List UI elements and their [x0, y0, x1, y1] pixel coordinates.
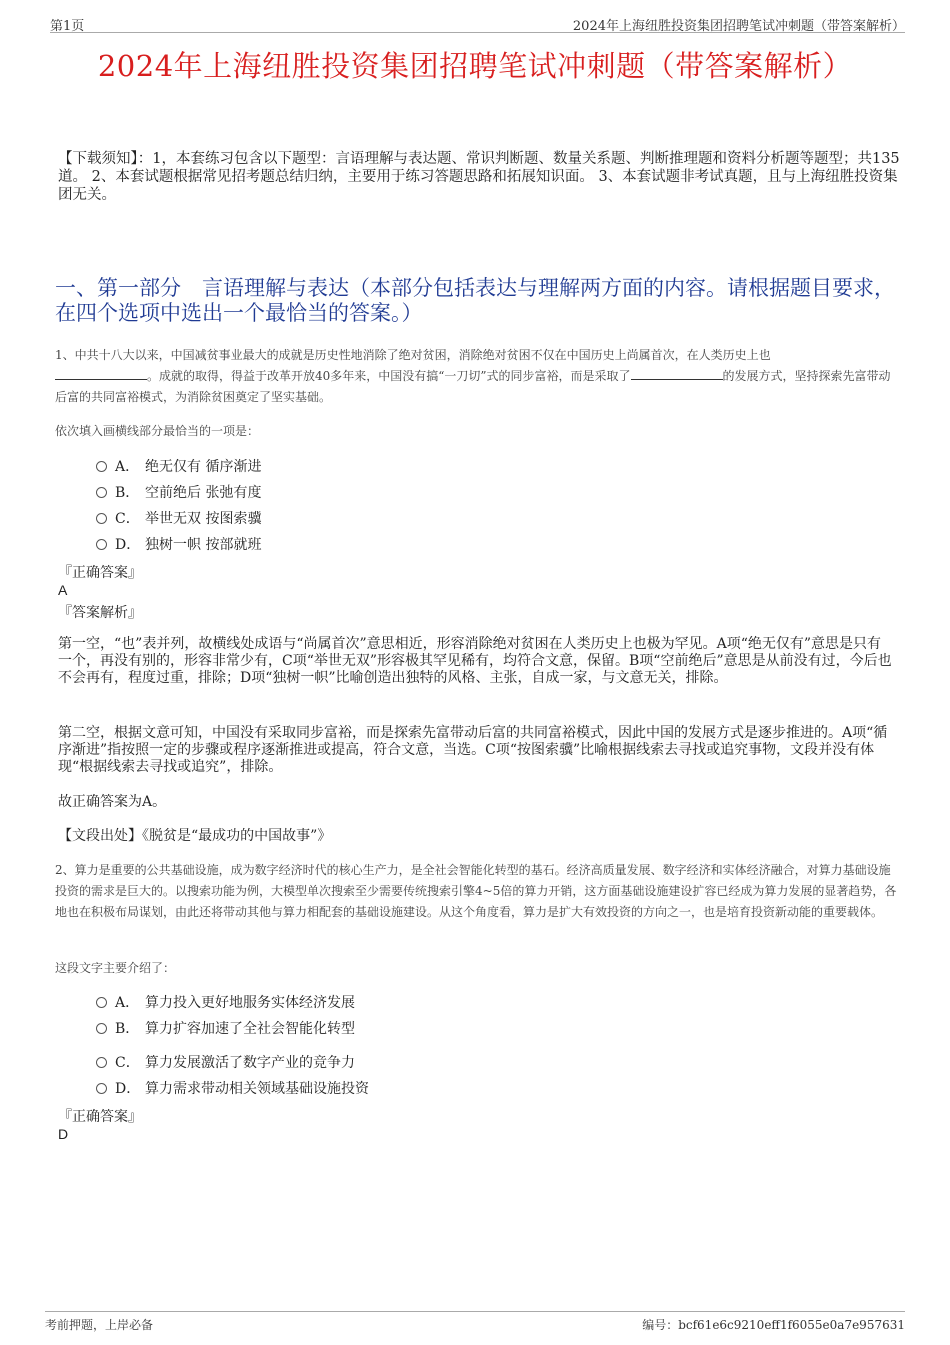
radio-icon[interactable] — [96, 539, 107, 550]
q2-option-c[interactable] — [96, 1052, 355, 1072]
question-2-text: 2、算力是重要的公共基础设施，成为数字经济时代的核心生产力，是全社会智能化转型的基石。经济高质量发展、数字经济和实体经济融合，对算力基础设施投资的需求是巨大的。以搜索功能为例，大模型单次搜索至少需要传统搜索引擎4~5倍的算力开销，这方面基础设施建设扩容已经成为算力发展的显著趋势，各地也在积极布局谋划，由此还将带动其他与算力相配套的基础设施建设。从这个角度看，算力是扩大有效投资的方向之一，也是培育投资新动能的重要载体。 — [55, 863, 897, 919]
q1-answer-label: 『正确答案』 — [58, 565, 142, 581]
option-text: 空前绝后 张弛有度 — [145, 485, 262, 501]
option-text: 算力发展激活了数字产业的竞争力 — [145, 1055, 355, 1071]
page-header — [50, 12, 905, 33]
option-letter: B． — [115, 1021, 140, 1037]
option-text: 独树一帜 按部就班 — [145, 537, 262, 553]
download-notice: 【下载须知】：1，本套练习包含以下题型：言语理解与表达题、常识判断题、数量关系题、判断推理题和资料分析题等题型；共135道。 2、本套试题根据常见招考题总结归纳，主要用于练习答题思路和拓展知识面。 3、本套试题非考试真题，且与上海纽胜投资集团无关。 — [58, 151, 900, 203]
page-number: 第1页 — [50, 19, 85, 34]
option-letter: D． — [115, 1081, 141, 1097]
footer-serial: 编号：bcf61e6c9210eff1f6055e0a7e957631 — [642, 1318, 905, 1332]
q2-option-a[interactable] — [96, 992, 355, 1012]
radio-icon[interactable] — [96, 997, 107, 1008]
radio-icon[interactable] — [96, 487, 107, 498]
q1-analysis-conclusion: 故正确答案为A。 — [58, 794, 167, 810]
header-doc-title: 2024年上海纽胜投资集团招聘笔试冲刺题（带答案解析） — [572, 19, 905, 34]
answer-blank-2 — [631, 367, 723, 380]
q2-option-b[interactable] — [96, 1018, 355, 1038]
question-1-part3: 的发展方式，坚持探索先富带动后富的共同富裕模式，为消除贫困奠定了坚实基础。 — [55, 369, 891, 404]
radio-icon[interactable] — [96, 1057, 107, 1068]
q1-option-c[interactable] — [96, 508, 261, 528]
q1-answer: A — [58, 582, 68, 598]
option-text: 绝无仅有 循序渐进 — [145, 459, 262, 475]
answer-blank-1 — [55, 367, 147, 380]
document-title: 2024年上海纽胜投资集团招聘笔试冲刺题（带答案解析） — [97, 49, 853, 83]
option-letter: D． — [115, 537, 141, 553]
q1-analysis-paragraph-1: 第一空，“也”表并列，故横线处成语与“尚属首次”意思相近，形容消除绝对贫困在人类历史上也极为罕见。A项“绝无仅有”意思是只有一个，再没有别的，形容非常少有，C项“举世无双”形容极其罕见稀有，均符合文意，保留。B项“空前绝后”意思是从前没有过，今后也不会再有，程度过重，排除；D项“独树一帜”比喻创造出独特的风格、主张，自成一家，与文意无关，排除。 — [58, 636, 892, 686]
option-text: 算力投入更好地服务实体经济发展 — [145, 995, 355, 1011]
page-footer — [45, 1311, 905, 1334]
question-2-prompt: 这段文字主要介绍了： — [55, 961, 176, 975]
q1-option-a[interactable] — [96, 456, 261, 476]
footer-slogan: 考前押题，上岸必备 — [45, 1318, 154, 1332]
option-letter: A． — [115, 995, 140, 1011]
q2-answer-label: 『正确答案』 — [58, 1109, 142, 1125]
option-text: 举世无双 按图索骥 — [145, 511, 262, 527]
q2-option-d[interactable] — [96, 1078, 369, 1098]
option-letter: C． — [115, 1055, 140, 1071]
radio-icon[interactable] — [96, 1083, 107, 1094]
question-1-part2: 。成就的取得，得益于改革开放40多年来，中国没有搞“一刀切”式的同步富裕，而是采取了 — [147, 369, 631, 383]
q1-option-d[interactable] — [96, 534, 261, 554]
section-heading: 一、第一部分 言语理解与表达（本部分包括表达与理解两方面的内容。请根据题目要求，在四个选项中选出一个最恰当的答案。） — [55, 276, 895, 325]
q1-analysis-paragraph-2: 第二空，根据文意可知，中国没有采取同步富裕，而是探索先富带动后富的共同富裕模式，因此中国的发展方式是逐步推进的。A项“循序渐进”指按照一定的步骤或程序逐渐推进或提高，符合文意，当选。C项“按图索骥”比喻根据线索去寻找或追究事物，文段并没有体现“根据线索去寻找或追究”，排除。 — [58, 725, 888, 775]
option-text: 算力需求带动相关领域基础设施投资 — [145, 1081, 369, 1097]
radio-icon[interactable] — [96, 1023, 107, 1034]
radio-icon[interactable] — [96, 461, 107, 472]
option-letter: B． — [115, 485, 140, 501]
radio-icon[interactable] — [96, 513, 107, 524]
option-letter: C． — [115, 511, 140, 527]
q1-analysis-label: 『答案解析』 — [58, 605, 142, 621]
q2-answer: D — [58, 1126, 69, 1142]
option-letter: A． — [115, 459, 140, 475]
question-1-text — [55, 345, 902, 408]
q1-option-b[interactable] — [96, 482, 261, 502]
question-1-prompt: 依次填入画横线部分最恰当的一项是： — [55, 424, 260, 438]
question-1-part1: 1、中共十八大以来，中国减贫事业最大的成就是历史性地消除了绝对贫困，消除绝对贫困不仅在中国历史上尚属首次，在人类历史上也 — [55, 348, 771, 362]
q1-source: 【文段出处】《脱贫是“最成功的中国故事”》 — [58, 828, 332, 844]
option-text: 算力扩容加速了全社会智能化转型 — [145, 1021, 355, 1037]
